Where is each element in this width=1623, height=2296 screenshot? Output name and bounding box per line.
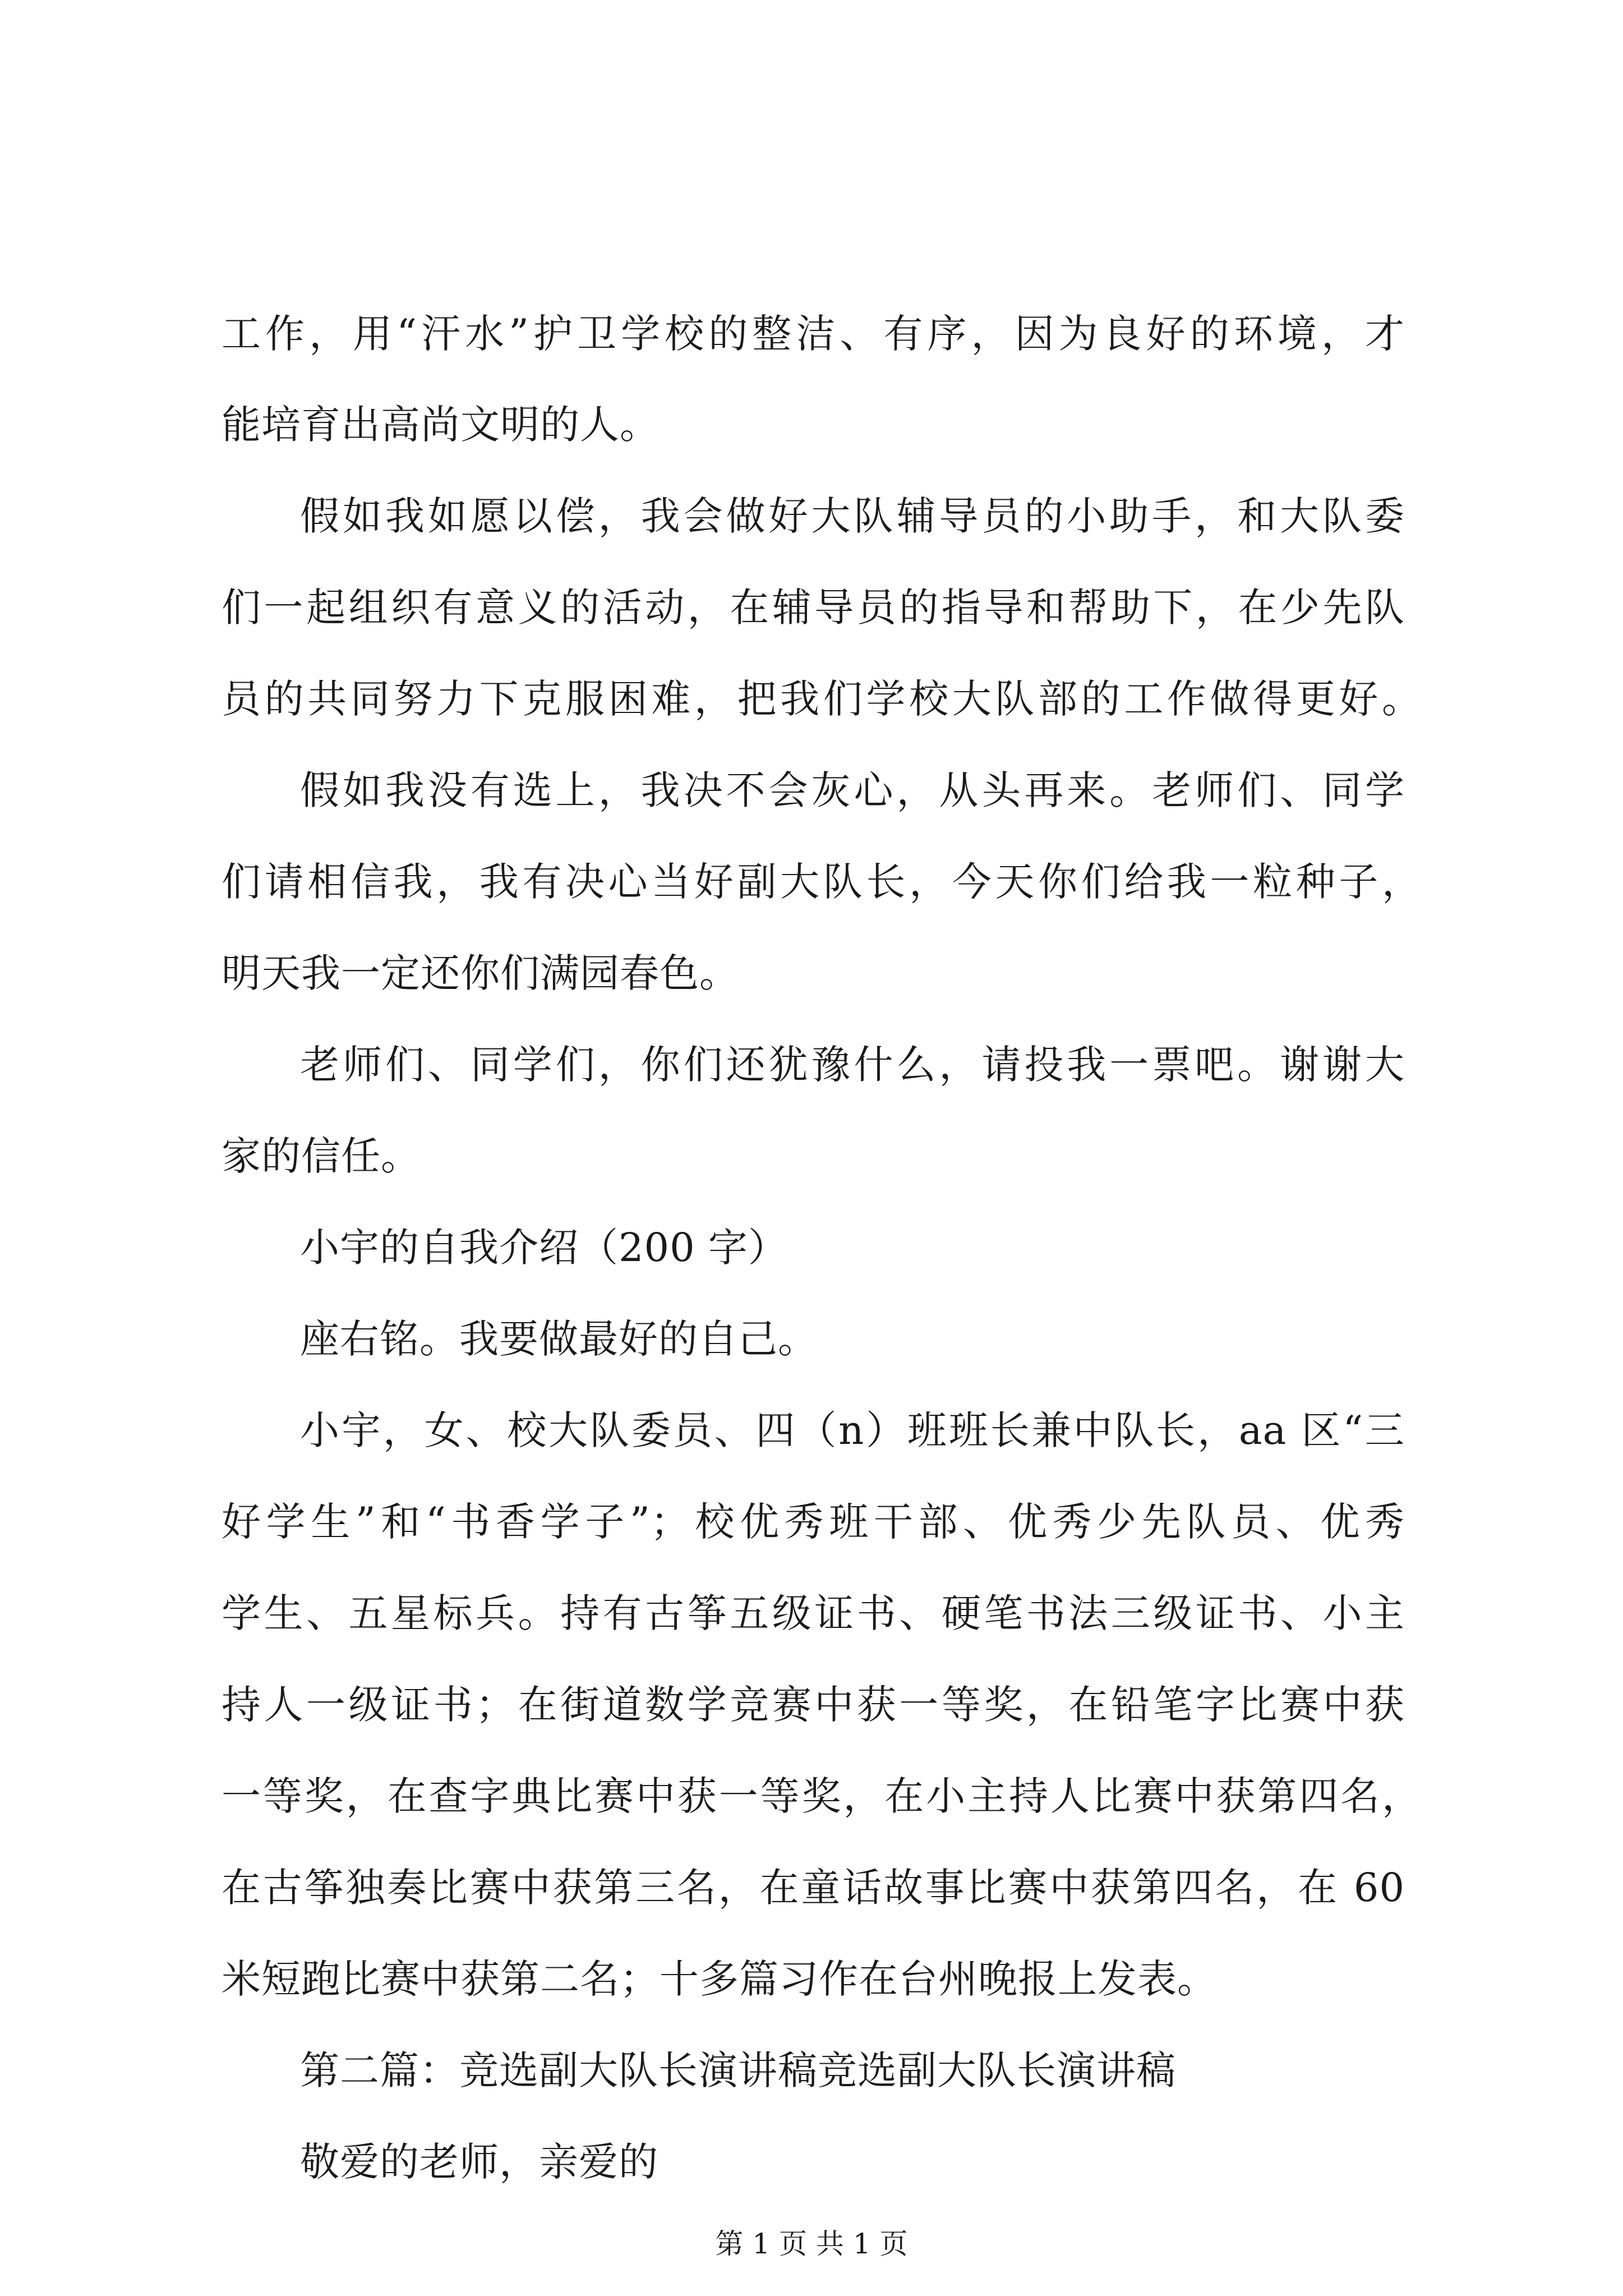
text-line: 们请相信我，我有决心当好副大队长，今天你们给我一粒种子， <box>222 859 1422 905</box>
text-line: 家的信任。 <box>222 1133 421 1179</box>
paragraph-start-line: 假如我如愿以偿，我会做好大队辅导员的小助手，和大队委 <box>300 493 1405 539</box>
text-line: 持人一级证书；在街道数学竞赛中获一等奖，在铅笔字比赛中获 <box>222 1682 1405 1728</box>
salutation-line: 敬爱的老师，亲爱的 <box>300 2139 658 2185</box>
text-line: 们一起组织有意义的活动，在辅导员的指导和帮助下，在少先队 <box>222 585 1405 631</box>
text-line: 好学生”和“书香学子”；校优秀班干部、优秀少先队员、优秀 <box>222 1499 1405 1545</box>
text-line: 一等奖，在查字典比赛中获一等奖，在小主持人比赛中获第四名， <box>222 1773 1422 1819</box>
text-line: 工作，用“汗水”护卫学校的整洁、有序，因为良好的环境，才 <box>222 311 1405 357</box>
text-line: 能培育出高尚文明的人。 <box>222 402 660 448</box>
text-line: 员的共同努力下克服困难，把我们学校大队部的工作做得更好。 <box>222 676 1422 722</box>
paragraph-start-line: 假如我没有选上，我决不会灰心，从头再来。老师们、同学 <box>300 767 1405 813</box>
section-heading-line: 小宇的自我介绍（200 字） <box>300 1225 788 1271</box>
article-heading-line: 第二篇：竞选副大队长演讲稿竞选副大队长演讲稿 <box>300 2047 1176 2093</box>
paragraph-start-line: 小宇，女、校大队委员、四（n）班班长兼中队长，aa 区“三 <box>300 1407 1405 1453</box>
text-line: 米短跑比赛中获第二名；十多篇习作在台州晚报上发表。 <box>222 1956 1217 2002</box>
text-line: 明天我一定还你们满园春色。 <box>222 950 739 996</box>
paragraph-start-line: 老师们、同学们，你们还犹豫什么，请投我一票吧。谢谢大 <box>300 1042 1405 1088</box>
page-number-footer: 第 1 页 共 1 页 <box>715 2228 908 2260</box>
text-line: 在古筝独奏比赛中获第三名，在童话故事比赛中获第四名，在 60 <box>222 1865 1405 1911</box>
motto-line: 座右铭。我要做最好的自己。 <box>300 1316 818 1362</box>
text-line: 学生、五星标兵。持有古筝五级证书、硬笔书法三级证书、小主 <box>222 1590 1405 1636</box>
